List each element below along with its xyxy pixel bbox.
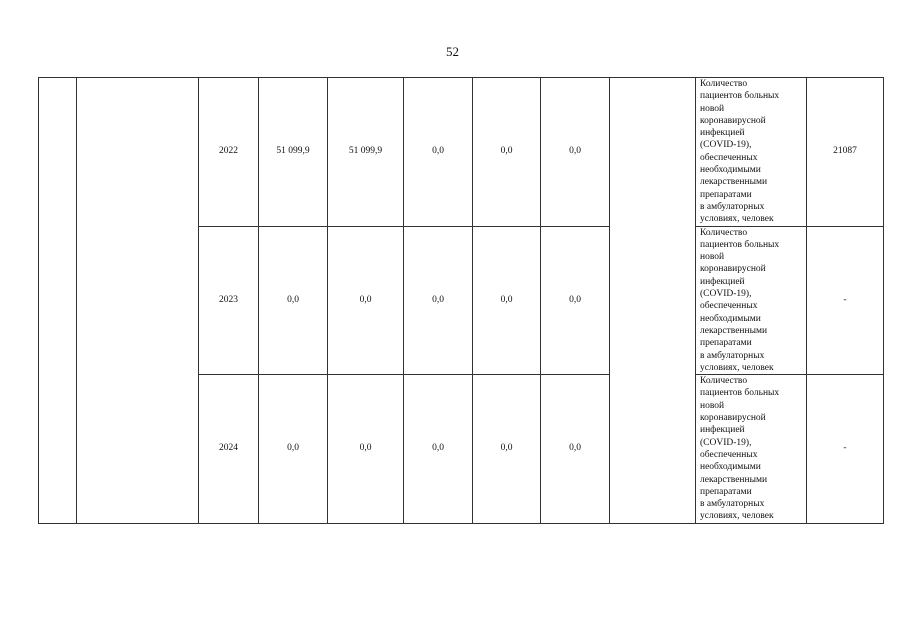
amount-cell: 0,0 [404,226,473,375]
indicator-name-cell: Количество пациентов больных новой коронавирусной инфекцией (COVID-19), обеспеченных необходимыми лекарственными препаратами в амбулаторных условиях, человек [696,375,807,524]
indicator-name-cell: Количество пациентов больных новой коронавирусной инфекцией (COVID-19), обеспеченных необходимыми лекарственными препаратами в амбулаторных условиях, человек [696,226,807,375]
amount-cell: 0,0 [473,78,541,227]
table-row [39,78,884,227]
row-number-cell [39,78,77,524]
page-number: 52 [446,44,459,59]
budget-table [38,77,884,524]
executor-cell [610,78,696,524]
budget-amount-cell: 51 099,9 [328,78,404,227]
amount-cell: 0,0 [473,226,541,375]
indicator-name-cell: Количество пациентов больных новой коронавирусной инфекцией (COVID-19), обеспеченных необходимыми лекарственными препаратами в амбулаторных условиях, человек [696,78,807,227]
total-amount-cell: 0,0 [259,226,328,375]
amount-cell: 0,0 [404,375,473,524]
amount-cell: 0,0 [541,226,610,375]
budget-amount-cell: 0,0 [328,375,404,524]
amount-cell: 0,0 [541,78,610,227]
budget-amount-cell: 0,0 [328,226,404,375]
amount-cell: 0,0 [404,78,473,227]
indicator-value-cell: - [807,226,884,375]
year-cell: 2024 [199,375,259,524]
indicator-value-cell: - [807,375,884,524]
measure-name-cell [77,78,199,524]
year-cell: 2022 [199,78,259,227]
year-cell: 2023 [199,226,259,375]
amount-cell: 0,0 [473,375,541,524]
total-amount-cell: 51 099,9 [259,78,328,227]
indicator-value-cell: 21087 [807,78,884,227]
amount-cell: 0,0 [541,375,610,524]
total-amount-cell: 0,0 [259,375,328,524]
